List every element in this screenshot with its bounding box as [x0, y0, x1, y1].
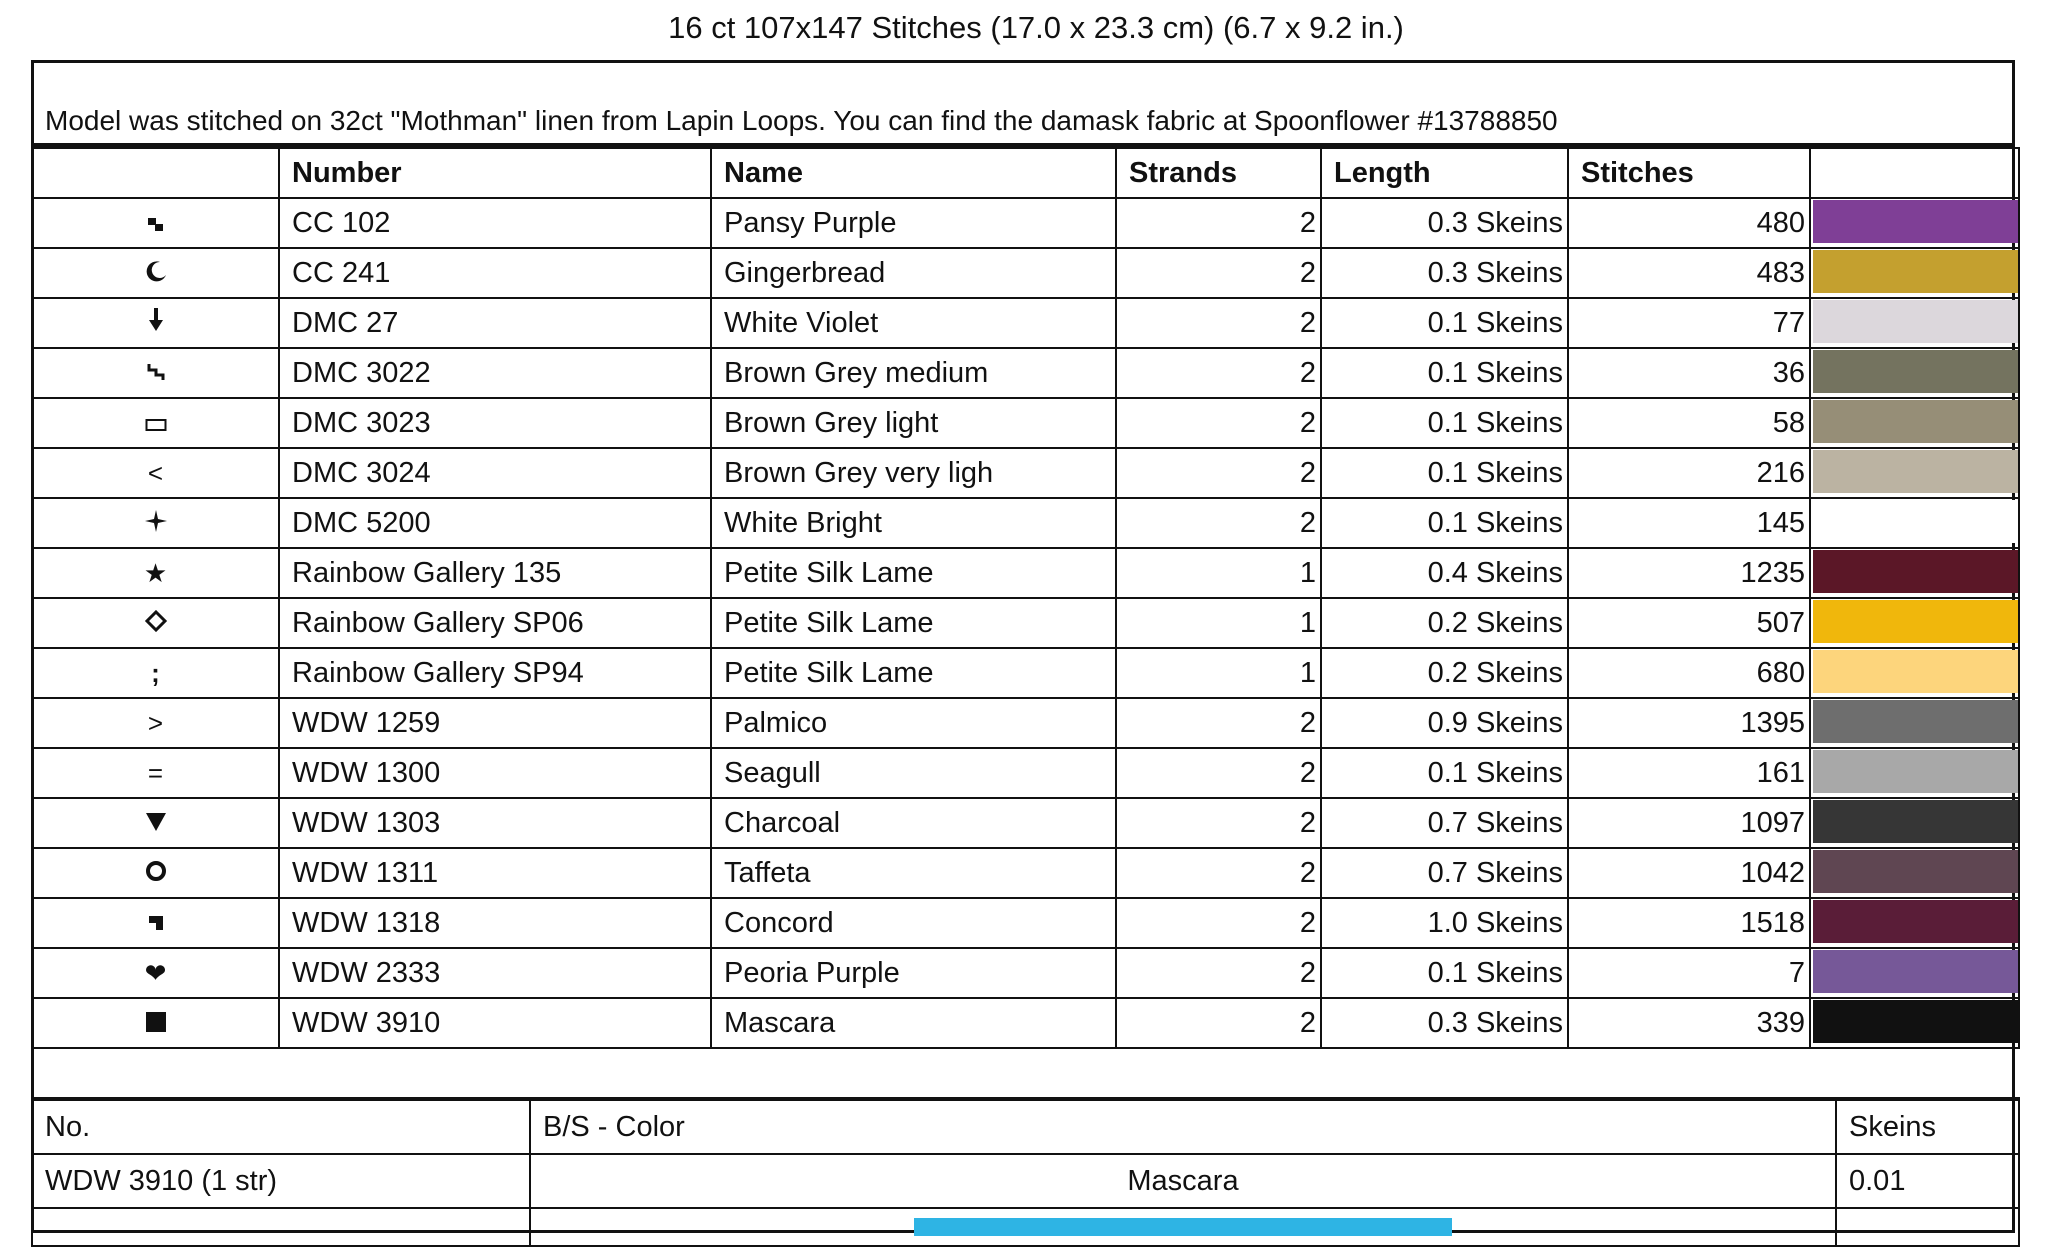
floss-name: Brown Grey medium [711, 348, 1116, 398]
floss-row [32, 798, 2019, 848]
fabric-note-text: Model was stitched on 32ct "Mothman" linen from Lapin Loops. You can find the damask fabric at Spoonflower #13788850 [45, 105, 1558, 136]
heart-icon: ❤ [144, 958, 167, 988]
color-swatch-cell [1810, 348, 2019, 398]
floss-row [32, 948, 2019, 998]
floss-stitches: 216 [1568, 448, 1810, 498]
color-swatch [1813, 800, 2018, 843]
small-step-icon [142, 216, 170, 232]
color-swatch-cell [1810, 748, 2019, 798]
floss-length: 1.0 Skeins [1321, 898, 1568, 948]
chart-size-title: 16 ct 107x147 Stitches (17.0 x 23.3 cm) (6.7 x 9.2 in.) [668, 10, 1404, 45]
floss-number: Rainbow Gallery 135 [279, 548, 711, 598]
floss-number: WDW 1303 [279, 798, 711, 848]
floss-length: 0.1 Skeins [1321, 748, 1568, 798]
color-swatch-cell [1810, 248, 2019, 298]
symbol-cell [32, 348, 279, 398]
symbol-cell [32, 648, 279, 698]
color-swatch-cell [1810, 948, 2019, 998]
floss-strands: 2 [1116, 698, 1321, 748]
backstitch-line-cell [530, 1208, 1836, 1246]
color-swatch [1813, 350, 2018, 393]
floss-name: Gingerbread [711, 248, 1116, 298]
floss-name: Taffeta [711, 848, 1116, 898]
backstitch-header-no: No. [32, 1099, 530, 1154]
floss-stitches: 507 [1568, 598, 1810, 648]
backstitch-color-name: Mascara [530, 1154, 1836, 1208]
floss-name: Charcoal [711, 798, 1116, 848]
floss-number: WDW 3910 [279, 998, 711, 1048]
four-point-star-icon [142, 510, 170, 532]
floss-stitches: 1395 [1568, 698, 1810, 748]
floss-stitches: 480 [1568, 198, 1810, 248]
ring-icon [142, 860, 170, 882]
block-step-icon [142, 914, 170, 932]
floss-length: 0.3 Skeins [1321, 198, 1568, 248]
floss-name: Peoria Purple [711, 948, 1116, 998]
color-swatch [1813, 550, 2018, 593]
floss-stitches: 36 [1568, 348, 1810, 398]
floss-number: WDW 1311 [279, 848, 711, 898]
color-swatch [1813, 850, 2018, 893]
floss-stitches: 7 [1568, 948, 1810, 998]
fabric-note [34, 63, 2012, 147]
symbol-cell [32, 698, 279, 748]
symbol-cell [32, 498, 279, 548]
header-strands: Strands [1116, 148, 1321, 198]
floss-length: 0.3 Skeins [1321, 248, 1568, 298]
symbol-cell [32, 848, 279, 898]
less-than-icon: < [147, 458, 164, 488]
floss-number: WDW 1259 [279, 698, 711, 748]
floss-row [32, 498, 2019, 548]
floss-stitches: 58 [1568, 398, 1810, 448]
square-icon [142, 1012, 170, 1032]
floss-length: 0.4 Skeins [1321, 548, 1568, 598]
backstitch-row [32, 1154, 2019, 1208]
floss-strands: 2 [1116, 248, 1321, 298]
symbol-cell [32, 198, 279, 248]
color-swatch [1813, 650, 2018, 693]
symbol-cell [32, 548, 279, 598]
floss-row [32, 398, 2019, 448]
header-color [1810, 148, 2019, 198]
backstitch-line-sample [914, 1218, 1452, 1236]
floss-strands: 2 [1116, 948, 1321, 998]
header-length: Length [1321, 148, 1568, 198]
color-swatch [1813, 950, 2018, 993]
backstitch-header-skeins: Skeins [1836, 1099, 2019, 1154]
floss-stitches: 1097 [1568, 798, 1810, 848]
floss-number: DMC 3024 [279, 448, 711, 498]
floss-stitches: 339 [1568, 998, 1810, 1048]
floss-row [32, 898, 2019, 948]
floss-number: Rainbow Gallery SP94 [279, 648, 711, 698]
color-swatch-cell [1810, 448, 2019, 498]
floss-row [32, 998, 2019, 1048]
floss-row [32, 698, 2019, 748]
floss-name: Brown Grey light [711, 398, 1116, 448]
floss-stitches: 161 [1568, 748, 1810, 798]
color-swatch [1813, 900, 2018, 943]
floss-length: 0.1 Skeins [1321, 448, 1568, 498]
diamond-outline-icon [142, 610, 170, 632]
backstitch-skeins: 0.01 [1836, 1154, 2019, 1208]
header-stitches: Stitches [1568, 148, 1810, 198]
floss-number: DMC 3022 [279, 348, 711, 398]
symbol-cell [32, 298, 279, 348]
color-swatch-cell [1810, 648, 2019, 698]
down-arrow-icon [142, 308, 170, 332]
symbol-cell [32, 898, 279, 948]
color-swatch [1813, 450, 2018, 493]
color-swatch-cell [1810, 898, 2019, 948]
floss-name: Petite Silk Lame [711, 648, 1116, 698]
symbol-cell [32, 448, 279, 498]
floss-row [32, 648, 2019, 698]
crescent-moon-icon [142, 260, 170, 282]
color-swatch-cell [1810, 598, 2019, 648]
floss-name: Brown Grey very ligh [711, 448, 1116, 498]
color-swatch [1813, 250, 2018, 293]
floss-length: 0.1 Skeins [1321, 348, 1568, 398]
color-swatch [1813, 1000, 2018, 1043]
floss-strands: 2 [1116, 398, 1321, 448]
floss-strands: 2 [1116, 748, 1321, 798]
floss-strands: 2 [1116, 898, 1321, 948]
floss-row [32, 548, 2019, 598]
zigzag-step-icon [142, 362, 170, 382]
floss-number: WDW 2333 [279, 948, 711, 998]
floss-stitches: 77 [1568, 298, 1810, 348]
floss-length: 0.1 Skeins [1321, 298, 1568, 348]
floss-number: DMC 3023 [279, 398, 711, 448]
floss-strands: 2 [1116, 998, 1321, 1048]
floss-length: 0.2 Skeins [1321, 648, 1568, 698]
floss-strands: 2 [1116, 448, 1321, 498]
floss-number: DMC 5200 [279, 498, 711, 548]
color-swatch-cell [1810, 798, 2019, 848]
floss-stitches: 483 [1568, 248, 1810, 298]
floss-strands: 2 [1116, 348, 1321, 398]
backstitch-no: WDW 3910 (1 str) [32, 1154, 530, 1208]
floss-strands: 2 [1116, 848, 1321, 898]
header-number: Number [279, 148, 711, 198]
floss-length: 0.7 Skeins [1321, 798, 1568, 848]
backstitch-line-empty-right [1836, 1208, 2019, 1246]
floss-length: 0.1 Skeins [1321, 398, 1568, 448]
floss-number: WDW 1318 [279, 898, 711, 948]
floss-row [32, 198, 2019, 248]
color-swatch-cell [1810, 498, 2019, 548]
color-swatch-cell [1810, 998, 2019, 1048]
rectangle-outline-icon [142, 418, 170, 432]
floss-name: Pansy Purple [711, 198, 1116, 248]
color-swatch [1813, 600, 2018, 643]
color-swatch-cell [1810, 398, 2019, 448]
floss-header-row [32, 148, 2019, 198]
symbol-cell [32, 598, 279, 648]
floss-strands: 2 [1116, 498, 1321, 548]
floss-number: CC 102 [279, 198, 711, 248]
header-name: Name [711, 148, 1116, 198]
floss-row [32, 248, 2019, 298]
floss-name: Seagull [711, 748, 1116, 798]
floss-length: 0.3 Skeins [1321, 998, 1568, 1048]
backstitch-line-row [32, 1208, 2019, 1246]
floss-key-table [31, 147, 2020, 1049]
floss-stitches: 1235 [1568, 548, 1810, 598]
color-swatch [1813, 750, 2018, 793]
floss-number: CC 241 [279, 248, 711, 298]
color-swatch-cell [1810, 198, 2019, 248]
floss-name: Palmico [711, 698, 1116, 748]
color-swatch [1813, 200, 2018, 243]
floss-length: 0.7 Skeins [1321, 848, 1568, 898]
floss-length: 0.1 Skeins [1321, 948, 1568, 998]
star-icon: ★ [143, 558, 168, 588]
floss-name: White Violet [711, 298, 1116, 348]
floss-row [32, 748, 2019, 798]
floss-strands: 1 [1116, 598, 1321, 648]
floss-length: 0.9 Skeins [1321, 698, 1568, 748]
floss-strands: 2 [1116, 798, 1321, 848]
backstitch-header-row [32, 1099, 2019, 1154]
color-swatch-cell [1810, 298, 2019, 348]
color-swatch-cell [1810, 548, 2019, 598]
symbol-cell [32, 248, 279, 298]
floss-number: Rainbow Gallery SP06 [279, 598, 711, 648]
color-swatch [1813, 700, 2018, 743]
symbol-cell [32, 998, 279, 1048]
backstitch-header-color: B/S - Color [530, 1099, 1836, 1154]
header-symbol [32, 148, 279, 198]
color-swatch-cell [1810, 698, 2019, 748]
floss-row [32, 448, 2019, 498]
floss-row [32, 848, 2019, 898]
floss-number: WDW 1300 [279, 748, 711, 798]
floss-name: White Bright [711, 498, 1116, 548]
floss-number: DMC 27 [279, 298, 711, 348]
floss-stitches: 1042 [1568, 848, 1810, 898]
floss-row [32, 348, 2019, 398]
floss-length: 0.2 Skeins [1321, 598, 1568, 648]
symbol-cell [32, 798, 279, 848]
symbol-cell [32, 398, 279, 448]
floss-strands: 1 [1116, 548, 1321, 598]
equals-icon: = [147, 758, 164, 788]
symbol-cell [32, 748, 279, 798]
floss-row [32, 598, 2019, 648]
floss-strands: 2 [1116, 198, 1321, 248]
floss-name: Petite Silk Lame [711, 598, 1116, 648]
symbol-cell [32, 948, 279, 998]
floss-strands: 1 [1116, 648, 1321, 698]
color-swatch-cell [1810, 848, 2019, 898]
floss-stitches: 145 [1568, 498, 1810, 548]
backstitch-line-empty-left [32, 1208, 530, 1246]
semicolon-icon: ; [151, 658, 160, 688]
floss-stitches: 1518 [1568, 898, 1810, 948]
floss-length: 0.1 Skeins [1321, 498, 1568, 548]
greater-than-icon: > [147, 708, 164, 738]
floss-stitches: 680 [1568, 648, 1810, 698]
floss-name: Mascara [711, 998, 1116, 1048]
color-swatch [1813, 400, 2018, 443]
floss-name: Petite Silk Lame [711, 548, 1116, 598]
floss-strands: 2 [1116, 298, 1321, 348]
backstitch-table [31, 1097, 2020, 1247]
down-triangle-icon [142, 812, 170, 832]
floss-name: Concord [711, 898, 1116, 948]
color-swatch [1813, 300, 2018, 343]
floss-row [32, 298, 2019, 348]
color-swatch [1813, 500, 2018, 543]
key-frame [31, 60, 2015, 1233]
